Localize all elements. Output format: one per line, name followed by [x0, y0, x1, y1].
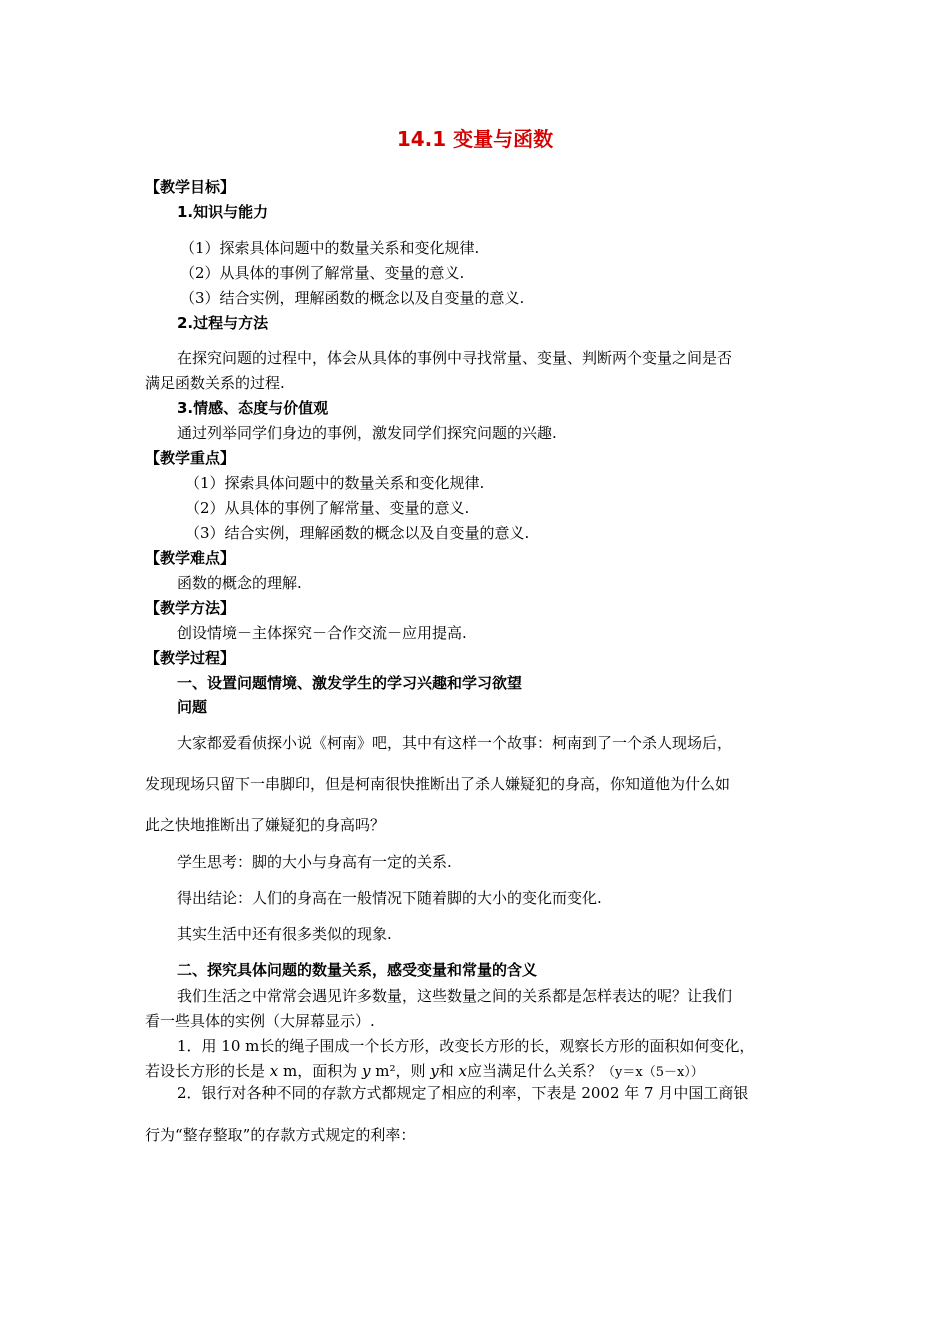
process-text-line-1: 在探究问题的过程中，体会从具体的事例中寻找常量、变量、判断两个变量之间是否	[177, 349, 733, 367]
similar-phenomena-text: 其实生活中还有很多类似的现象.	[177, 925, 392, 943]
attitude-heading: 3.情感、态度与价值观	[177, 399, 329, 417]
example1-line-2	[145, 1061, 704, 1083]
objective-item-2: （2）从具体的事例了解常量、变量的意义.	[180, 264, 465, 282]
section2-intro-line-2: 看一些具体的实例（大屏幕显示）.	[145, 1012, 375, 1030]
process-text-line-2: 满足函数关系的过程.	[145, 374, 285, 392]
example1-line-1: 1．用 10 m长的绳子围成一个长方形，改变长方形的长，观察长方形的面积如何变化，	[177, 1037, 755, 1055]
key-point-item-2: （2）从具体的事例了解常量、变量的意义.	[185, 499, 470, 517]
story-line-1: 大家都爱看侦探小说《柯南》吧，其中有这样一个故事：柯南到了一个杀人现场后，	[177, 734, 733, 752]
process-heading: 2.过程与方法	[177, 314, 269, 332]
variable-y: y	[362, 1062, 371, 1080]
section2-intro-line-1: 我们生活之中常常会遇见许多数量，这些数量之间的关系都是怎样表达的呢？让我们	[177, 987, 733, 1005]
key-points-heading: 【教学重点】	[145, 449, 236, 467]
difficulty-text: 函数的概念的理解.	[177, 574, 302, 592]
section2-heading: 二、探究具体问题的数量关系，感受变量和常量的含义	[177, 961, 538, 979]
objective-item-1: （1）探索具体问题中的数量关系和变化规律.	[180, 239, 480, 257]
method-heading: 【教学方法】	[145, 599, 236, 617]
variable-x: x	[269, 1062, 279, 1080]
procedure-heading: 【教学过程】	[145, 649, 236, 667]
key-point-item-3: （3）结合实例，理解函数的概念以及自变量的意义.	[185, 524, 530, 542]
section1-heading: 一、设置问题情境、激发学生的学习兴趣和学习欲望	[177, 674, 523, 692]
key-point-item-1: （1）探索具体问题中的数量关系和变化规律.	[185, 474, 485, 492]
example1-text-c: m²，则	[370, 1062, 431, 1080]
variable-x-2: x	[458, 1062, 468, 1080]
objective-item-3: （3）结合实例，理解函数的概念以及自变量的意义.	[180, 289, 525, 307]
knowledge-heading: 1.知识与能力	[177, 203, 269, 221]
objectives-heading: 【教学目标】	[145, 178, 236, 196]
attitude-text: 通过列举同学们身边的事例，激发同学们探究问题的兴趣.	[177, 424, 557, 442]
difficulty-heading: 【教学难点】	[145, 549, 236, 567]
example1-text-e: 应当满足什么关系？	[467, 1062, 603, 1080]
conclusion-text: 得出结论：人们的身高在一般情况下随着脚的大小的变化而变化.	[177, 889, 602, 907]
example2-line-1: 2．银行对各种不同的存款方式都规定了相应的利率，下表是 2002 年 7 月中国工商银	[177, 1084, 749, 1102]
story-line-3: 此之快地推断出了嫌疑犯的身高吗？	[145, 816, 386, 834]
example1-text-d: 和	[438, 1062, 459, 1080]
story-line-2: 发现现场只留下一串脚印，但是柯南很快推断出了杀人嫌疑犯的身高，你知道他为什么如	[145, 775, 731, 793]
example2-line-2: 行为“整存整取”的存款方式规定的利率：	[145, 1126, 416, 1144]
example1-formula: （y＝x（5－x））	[602, 1065, 704, 1080]
method-text: 创设情境－主体探究－合作交流－应用提高.	[177, 624, 467, 642]
example1-text-a: 若设长方形的长是	[145, 1062, 270, 1080]
variable-y-2: y	[430, 1062, 439, 1080]
student-thinking: 学生思考：脚的大小与身高有一定的关系.	[177, 853, 452, 871]
document-title: 14.1 变量与函数	[396, 127, 554, 151]
example1-text-b: m，面积为	[278, 1062, 363, 1080]
section1-subheading: 问题	[177, 698, 208, 716]
